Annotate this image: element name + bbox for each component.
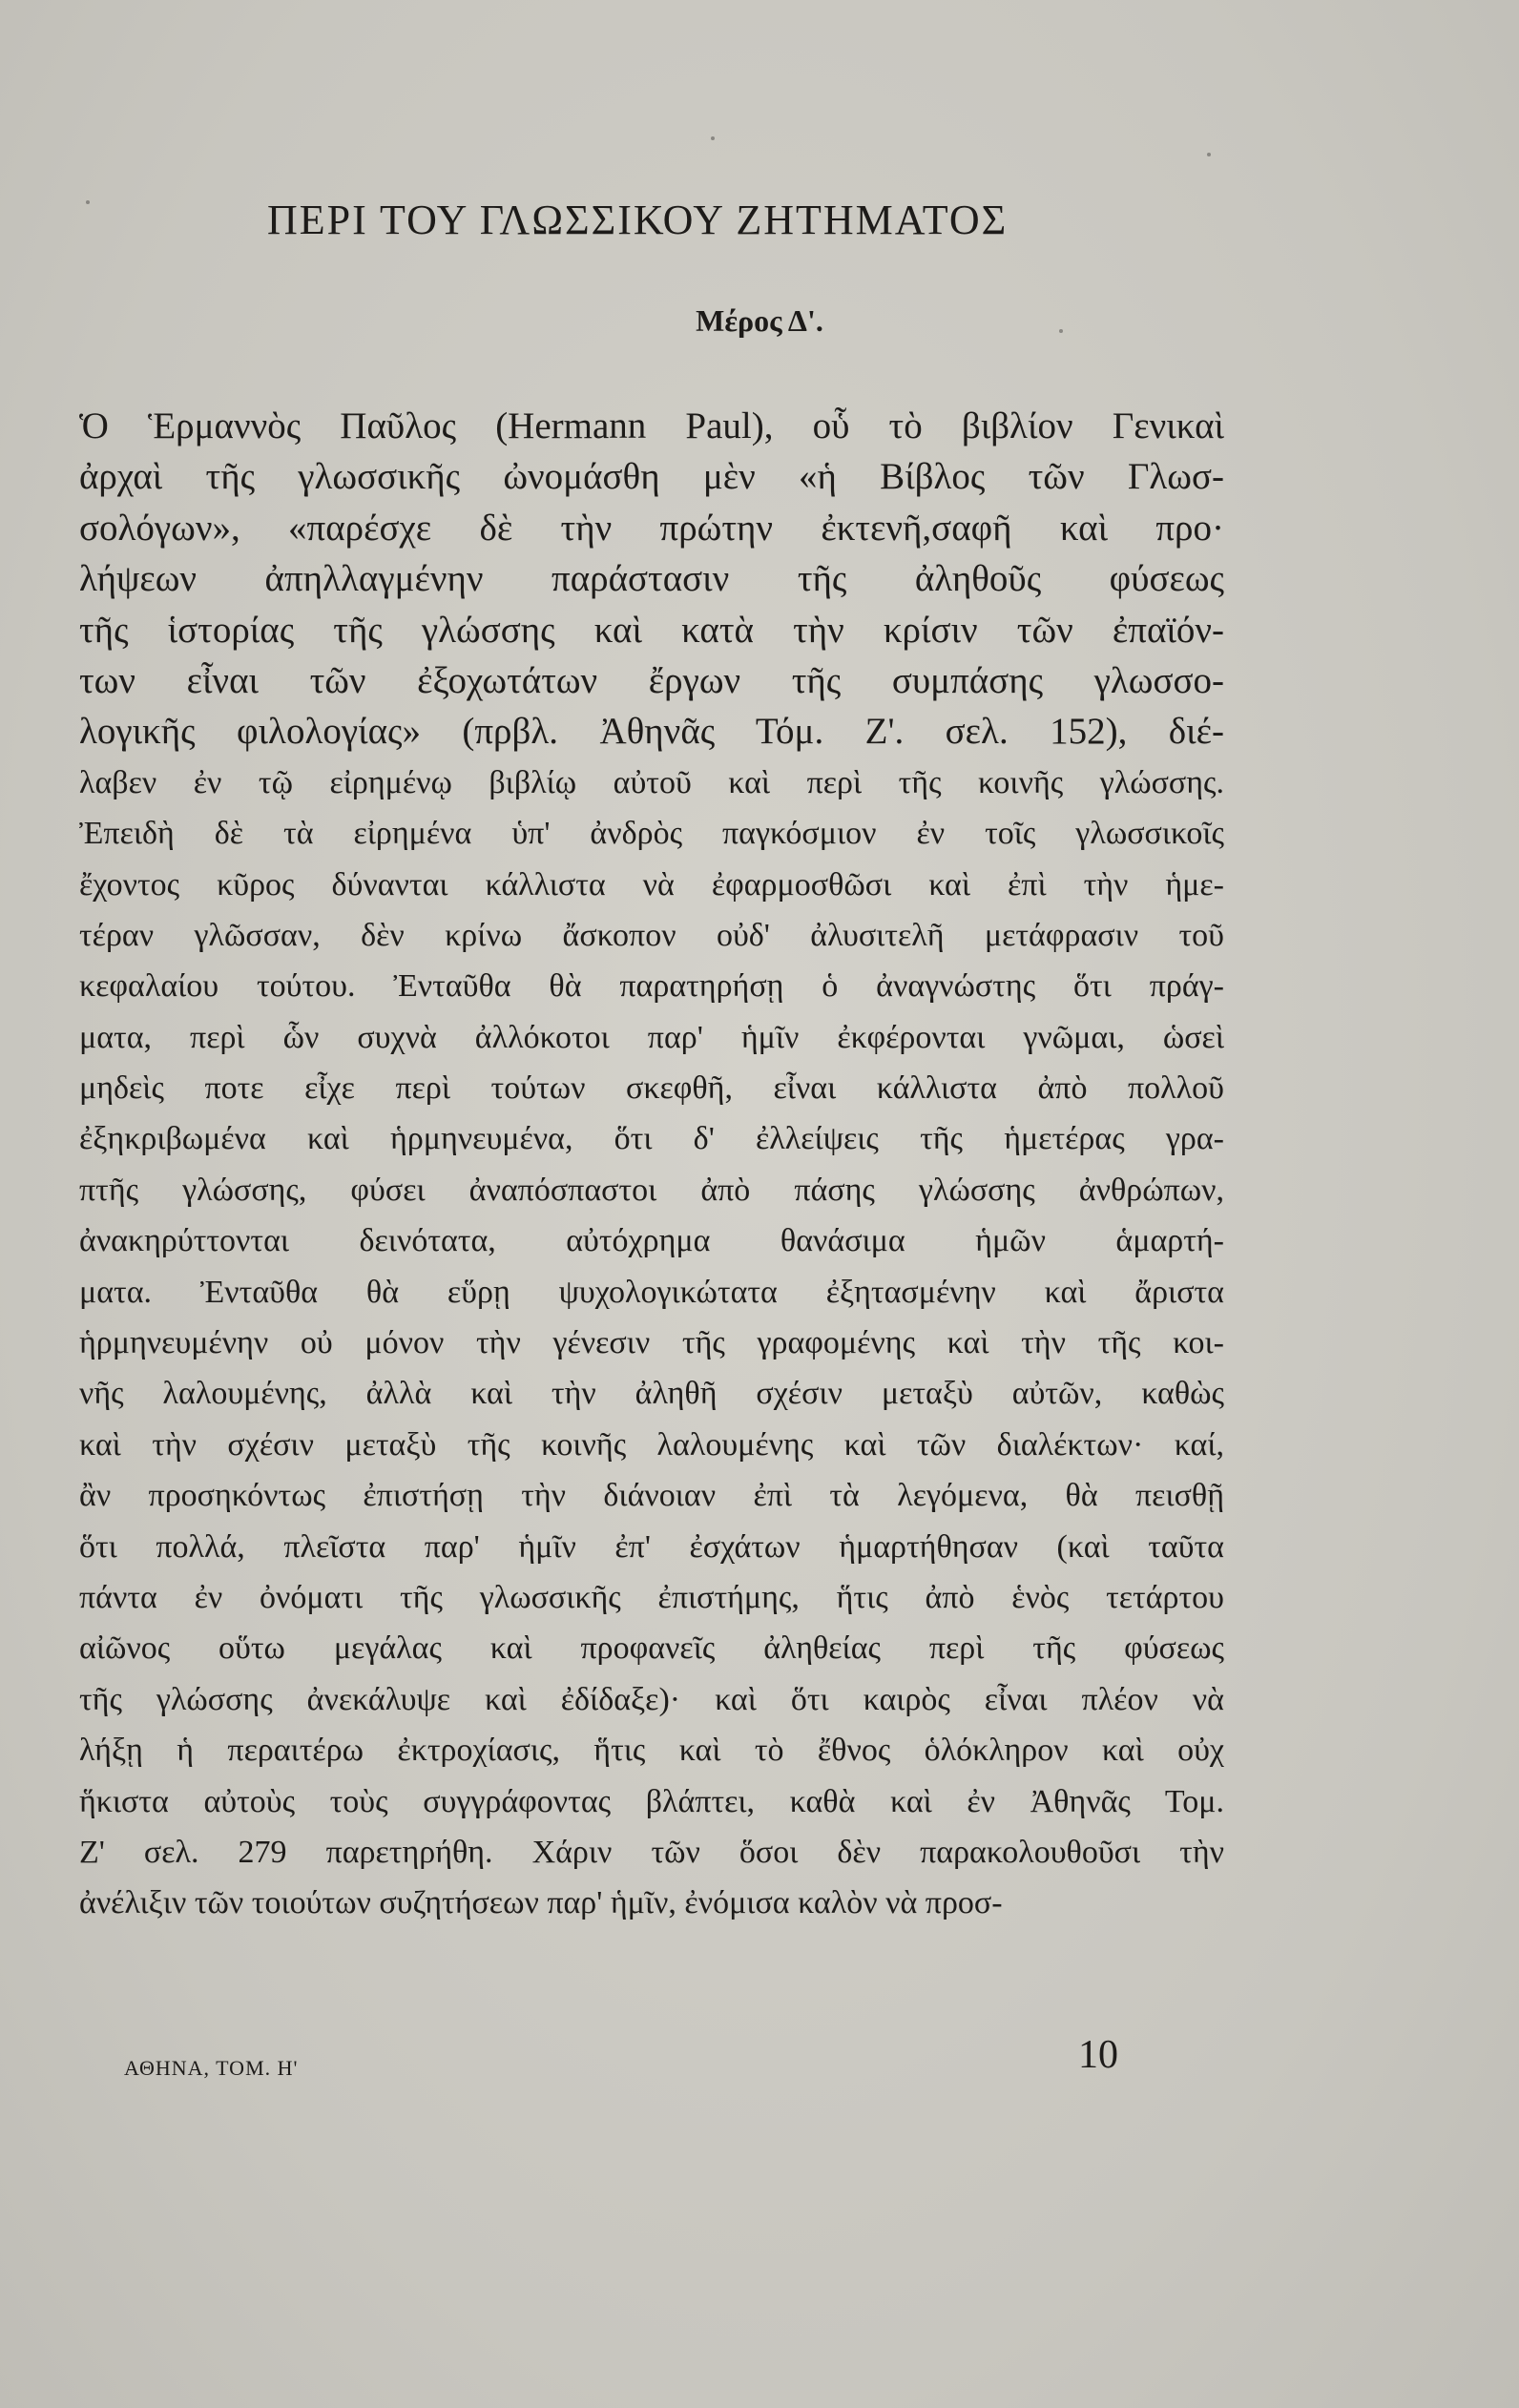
text-line: νῆς λαλουμένης, ἀλλὰ καὶ τὴν ἀληθῆ σχέσιν μεταξὺ αὐτῶν, καθὼς <box>79 1376 1224 1412</box>
text-line: λαβεν ἐν τῷ εἰρημένῳ βιβλίῳ αὐτοῦ καὶ περὶ τῆς κοινῆς γλώσσης. <box>79 764 1224 800</box>
section-heading: Μέρος Δ'. <box>696 303 823 338</box>
text-line: ἡρμηνευμένην οὐ μόνον τὴν γένεσιν τῆς γραφομένης καὶ τὴν τῆς κοι- <box>79 1325 1224 1361</box>
signature-mark: ΑΘΗΝΑ, ΤΟΜ. Η' <box>124 2056 299 2080</box>
text-line: ἥκιστα αὐτοὺς τοὺς συγγράφοντας βλάπτει, καθὰ καὶ ἐν Ἀθηνᾶς Τομ. <box>79 1783 1224 1819</box>
text-line: λογικῆς φιλολογίας» (πρβλ. Ἀθηνᾶς Τόμ. Ζ'. σελ. 152), διέ- <box>79 711 1224 753</box>
text-line: ἀνέλιξιν τῶν τοιούτων συζητήσεων παρ' ἡμῖν, ἐνόμισα καλὸν νὰ προσ- <box>79 1885 1003 1921</box>
text-line: λήψεων ἀπηλλαγμένην παράστασιν τῆς ἀληθοῦς φύσεως <box>79 558 1224 600</box>
text-line: τῆς ἱστορίας τῆς γλώσσης καὶ κατὰ τὴν κρίσιν τῶν ἐπαϊόν- <box>79 609 1224 651</box>
running-title: ΠΕΡΙ ΤΟΥ ΓΛΩΣΣΙΚΟΥ ΖΗΤΗΜΑΤΟΣ <box>267 197 1009 243</box>
text-line: ἀνακηρύττονται δεινότατα, αὐτόχρημα θανάσιμα ἡμῶν ἁμαρτή- <box>79 1223 1224 1259</box>
text-line: μηδεὶς ποτε εἶχε περὶ τούτων σκεφθῆ, εἶναι κάλλιστα ἀπὸ πολλοῦ <box>79 1070 1224 1107</box>
text-line: Ἐπειδὴ δὲ τὰ εἰρημένα ὑπ' ἀνδρὸς παγκόσμιον ἐν τοῖς γλωσσικοῖς <box>79 816 1224 852</box>
text-line: ματα, περὶ ὧν συχνὰ ἀλλόκοτοι παρ' ἡμῖν ἐκφέρονται γνῶμαι, ὡσεὶ <box>79 1019 1224 1055</box>
text-line: Ζ' σελ. 279 παρετηρήθη. Χάριν τῶν ὅσοι δὲν παρακολουθοῦσι τὴν <box>79 1834 1224 1870</box>
text-line: πάντα ἐν ὀνόματι τῆς γλωσσικῆς ἐπιστήμης, ἥτις ἀπὸ ἑνὸς τετάρτου <box>79 1579 1224 1615</box>
text-line: ὅτι πολλά, πλεῖστα παρ' ἡμῖν ἐπ' ἐσχάτων ἡμαρτήθησαν (καὶ ταῦτα <box>79 1528 1224 1565</box>
paper-speck <box>86 200 90 204</box>
paper-speck <box>711 136 715 140</box>
text-line: ματα. Ἐνταῦθα θὰ εὕρῃ ψυχολογικώτατα ἐξητασμένην καὶ ἄριστα <box>79 1274 1224 1310</box>
text-line: αἰῶνος οὕτω μεγάλας καὶ προφανεῖς ἀληθείας περὶ τῆς φύσεως <box>79 1630 1224 1667</box>
body-text <box>79 401 1224 1929</box>
text-line: σολόγων», «παρέσχε δὲ τὴν πρώτην ἐκτενῆ,σαφῆ καὶ προ· <box>79 507 1224 549</box>
text-line: ἂν προσηκόντως ἐπιστήσῃ τὴν διάνοιαν ἐπὶ τὰ λεγόμενα, θὰ πεισθῇ <box>79 1478 1224 1514</box>
text-line: Ὁ Ἑρμαννὸς Παῦλος (Hermann Paul), οὗ τὸ βιβλίον Γενικαὶ <box>79 405 1224 446</box>
paper-speck <box>1059 329 1063 333</box>
text-line: ἐξηκριβωμένα καὶ ἡρμηνευμένα, ὅτι δ' ἐλλείψεις τῆς ἡμετέρας γρα- <box>79 1121 1224 1157</box>
paper-speck <box>1207 153 1211 156</box>
text-line: ἀρχαὶ τῆς γλωσσικῆς ὠνομάσθη μὲν «ἡ Βίβλος τῶν Γλωσ- <box>79 456 1224 498</box>
text-line: τῆς γλώσσης ἀνεκάλυψε καὶ ἐδίδαξε)· καὶ ὅτι καιρὸς εἶναι πλέον νὰ <box>79 1681 1224 1717</box>
text-line: πτῆς γλώσσης, φύσει ἀναπόσπαστοι ἀπὸ πάσης γλώσσης ἀνθρώπων, <box>79 1172 1224 1208</box>
text-line: ἔχοντος κῦρος δύνανται κάλλιστα νὰ ἐφαρμοσθῶσι καὶ ἐπὶ τὴν ἡμε- <box>79 866 1224 903</box>
page-number: 10 <box>1078 2033 1118 2077</box>
text-line: των εἶναι τῶν ἐξοχωτάτων ἔργων τῆς συμπάσης γλωσσο- <box>79 659 1224 701</box>
text-line: καὶ τὴν σχέσιν μεταξὺ τῆς κοινῆς λαλουμένης καὶ τῶν διαλέκτων· καί, <box>79 1426 1224 1463</box>
text-line: κεφαλαίου τούτου. Ἐνταῦθα θὰ παρατηρήσῃ ὁ ἀναγνώστης ὅτι πράγ- <box>79 968 1224 1005</box>
text-line: τέραν γλῶσσαν, δὲν κρίνω ἄσκοπον οὐδ' ἀλυσιτελῆ μετάφρασιν τοῦ <box>79 917 1224 953</box>
text-line: λήξῃ ἡ περαιτέρω ἐκτροχίασις, ἥτις καὶ τὸ ἔθνος ὁλόκληρον καὶ οὐχ <box>79 1733 1224 1769</box>
